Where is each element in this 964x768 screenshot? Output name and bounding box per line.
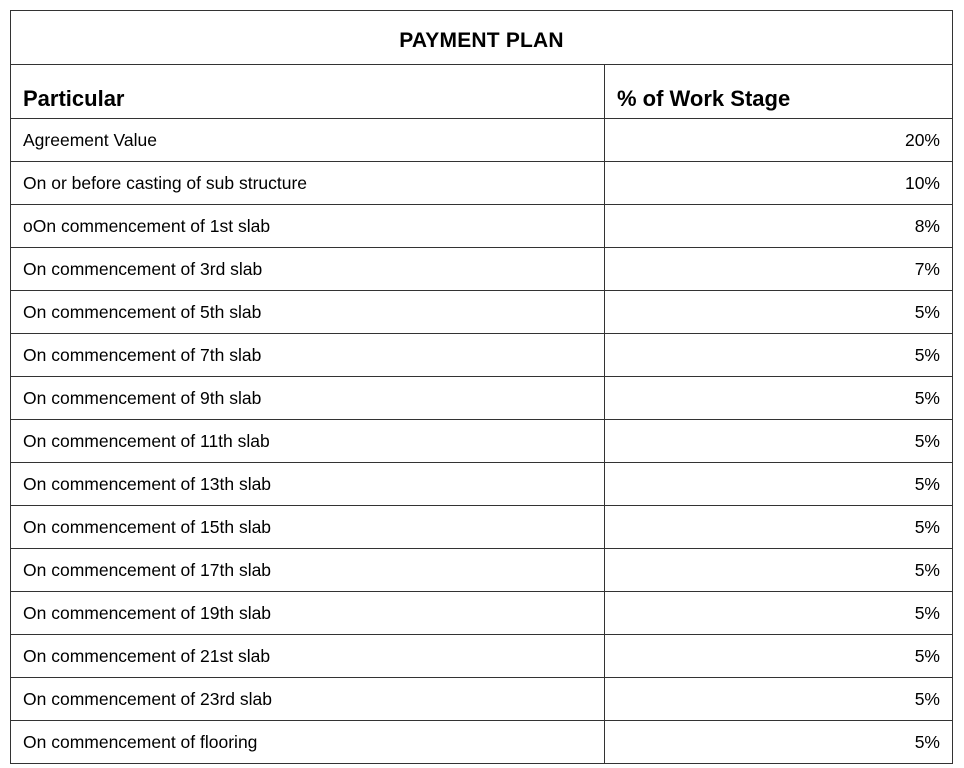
particular-cell: On commencement of 9th slab bbox=[11, 377, 605, 420]
table-header-row bbox=[11, 65, 953, 119]
particular-cell: On commencement of 3rd slab bbox=[11, 248, 605, 291]
percent-cell: 5% bbox=[605, 678, 953, 721]
percent-cell: 5% bbox=[605, 377, 953, 420]
particular-cell: On commencement of 7th slab bbox=[11, 334, 605, 377]
percent-cell: 5% bbox=[605, 506, 953, 549]
particular-cell: On commencement of 11th slab bbox=[11, 420, 605, 463]
table-row bbox=[11, 549, 953, 592]
percent-cell: 7% bbox=[605, 248, 953, 291]
table-row bbox=[11, 420, 953, 463]
table-row bbox=[11, 162, 953, 205]
table-row bbox=[11, 291, 953, 334]
table-title-row bbox=[11, 11, 953, 65]
percent-cell: 10% bbox=[605, 162, 953, 205]
percent-cell: 20% bbox=[605, 119, 953, 162]
table-row bbox=[11, 119, 953, 162]
column-header-percent: % of Work Stage bbox=[605, 65, 953, 119]
table-row bbox=[11, 506, 953, 549]
particular-cell: On commencement of 17th slab bbox=[11, 549, 605, 592]
percent-cell: 8% bbox=[605, 205, 953, 248]
table-row bbox=[11, 248, 953, 291]
percent-cell: 5% bbox=[605, 334, 953, 377]
table-row bbox=[11, 205, 953, 248]
particular-cell: On commencement of 21st slab bbox=[11, 635, 605, 678]
particular-cell: On commencement of 23rd slab bbox=[11, 678, 605, 721]
percent-cell: 5% bbox=[605, 420, 953, 463]
table-row bbox=[11, 334, 953, 377]
percent-cell: 5% bbox=[605, 635, 953, 678]
payment-plan-table bbox=[10, 10, 953, 764]
particular-cell: On commencement of flooring bbox=[11, 721, 605, 764]
particular-cell: On commencement of 13th slab bbox=[11, 463, 605, 506]
particular-cell: Agreement Value bbox=[11, 119, 605, 162]
table-row bbox=[11, 463, 953, 506]
percent-cell: 5% bbox=[605, 291, 953, 334]
table-title: PAYMENT PLAN bbox=[11, 11, 953, 65]
table-row bbox=[11, 377, 953, 420]
table-row bbox=[11, 635, 953, 678]
percent-cell: 5% bbox=[605, 721, 953, 764]
column-header-particular: Particular bbox=[11, 65, 605, 119]
particular-cell: On commencement of 19th slab bbox=[11, 592, 605, 635]
particular-cell: On or before casting of sub structure bbox=[11, 162, 605, 205]
percent-cell: 5% bbox=[605, 592, 953, 635]
percent-cell: 5% bbox=[605, 549, 953, 592]
table-row bbox=[11, 678, 953, 721]
percent-cell: 5% bbox=[605, 463, 953, 506]
particular-cell: On commencement of 5th slab bbox=[11, 291, 605, 334]
particular-cell: On commencement of 15th slab bbox=[11, 506, 605, 549]
particular-cell: oOn commencement of 1st slab bbox=[11, 205, 605, 248]
table-row bbox=[11, 721, 953, 764]
table-body bbox=[11, 119, 953, 764]
table-row bbox=[11, 592, 953, 635]
